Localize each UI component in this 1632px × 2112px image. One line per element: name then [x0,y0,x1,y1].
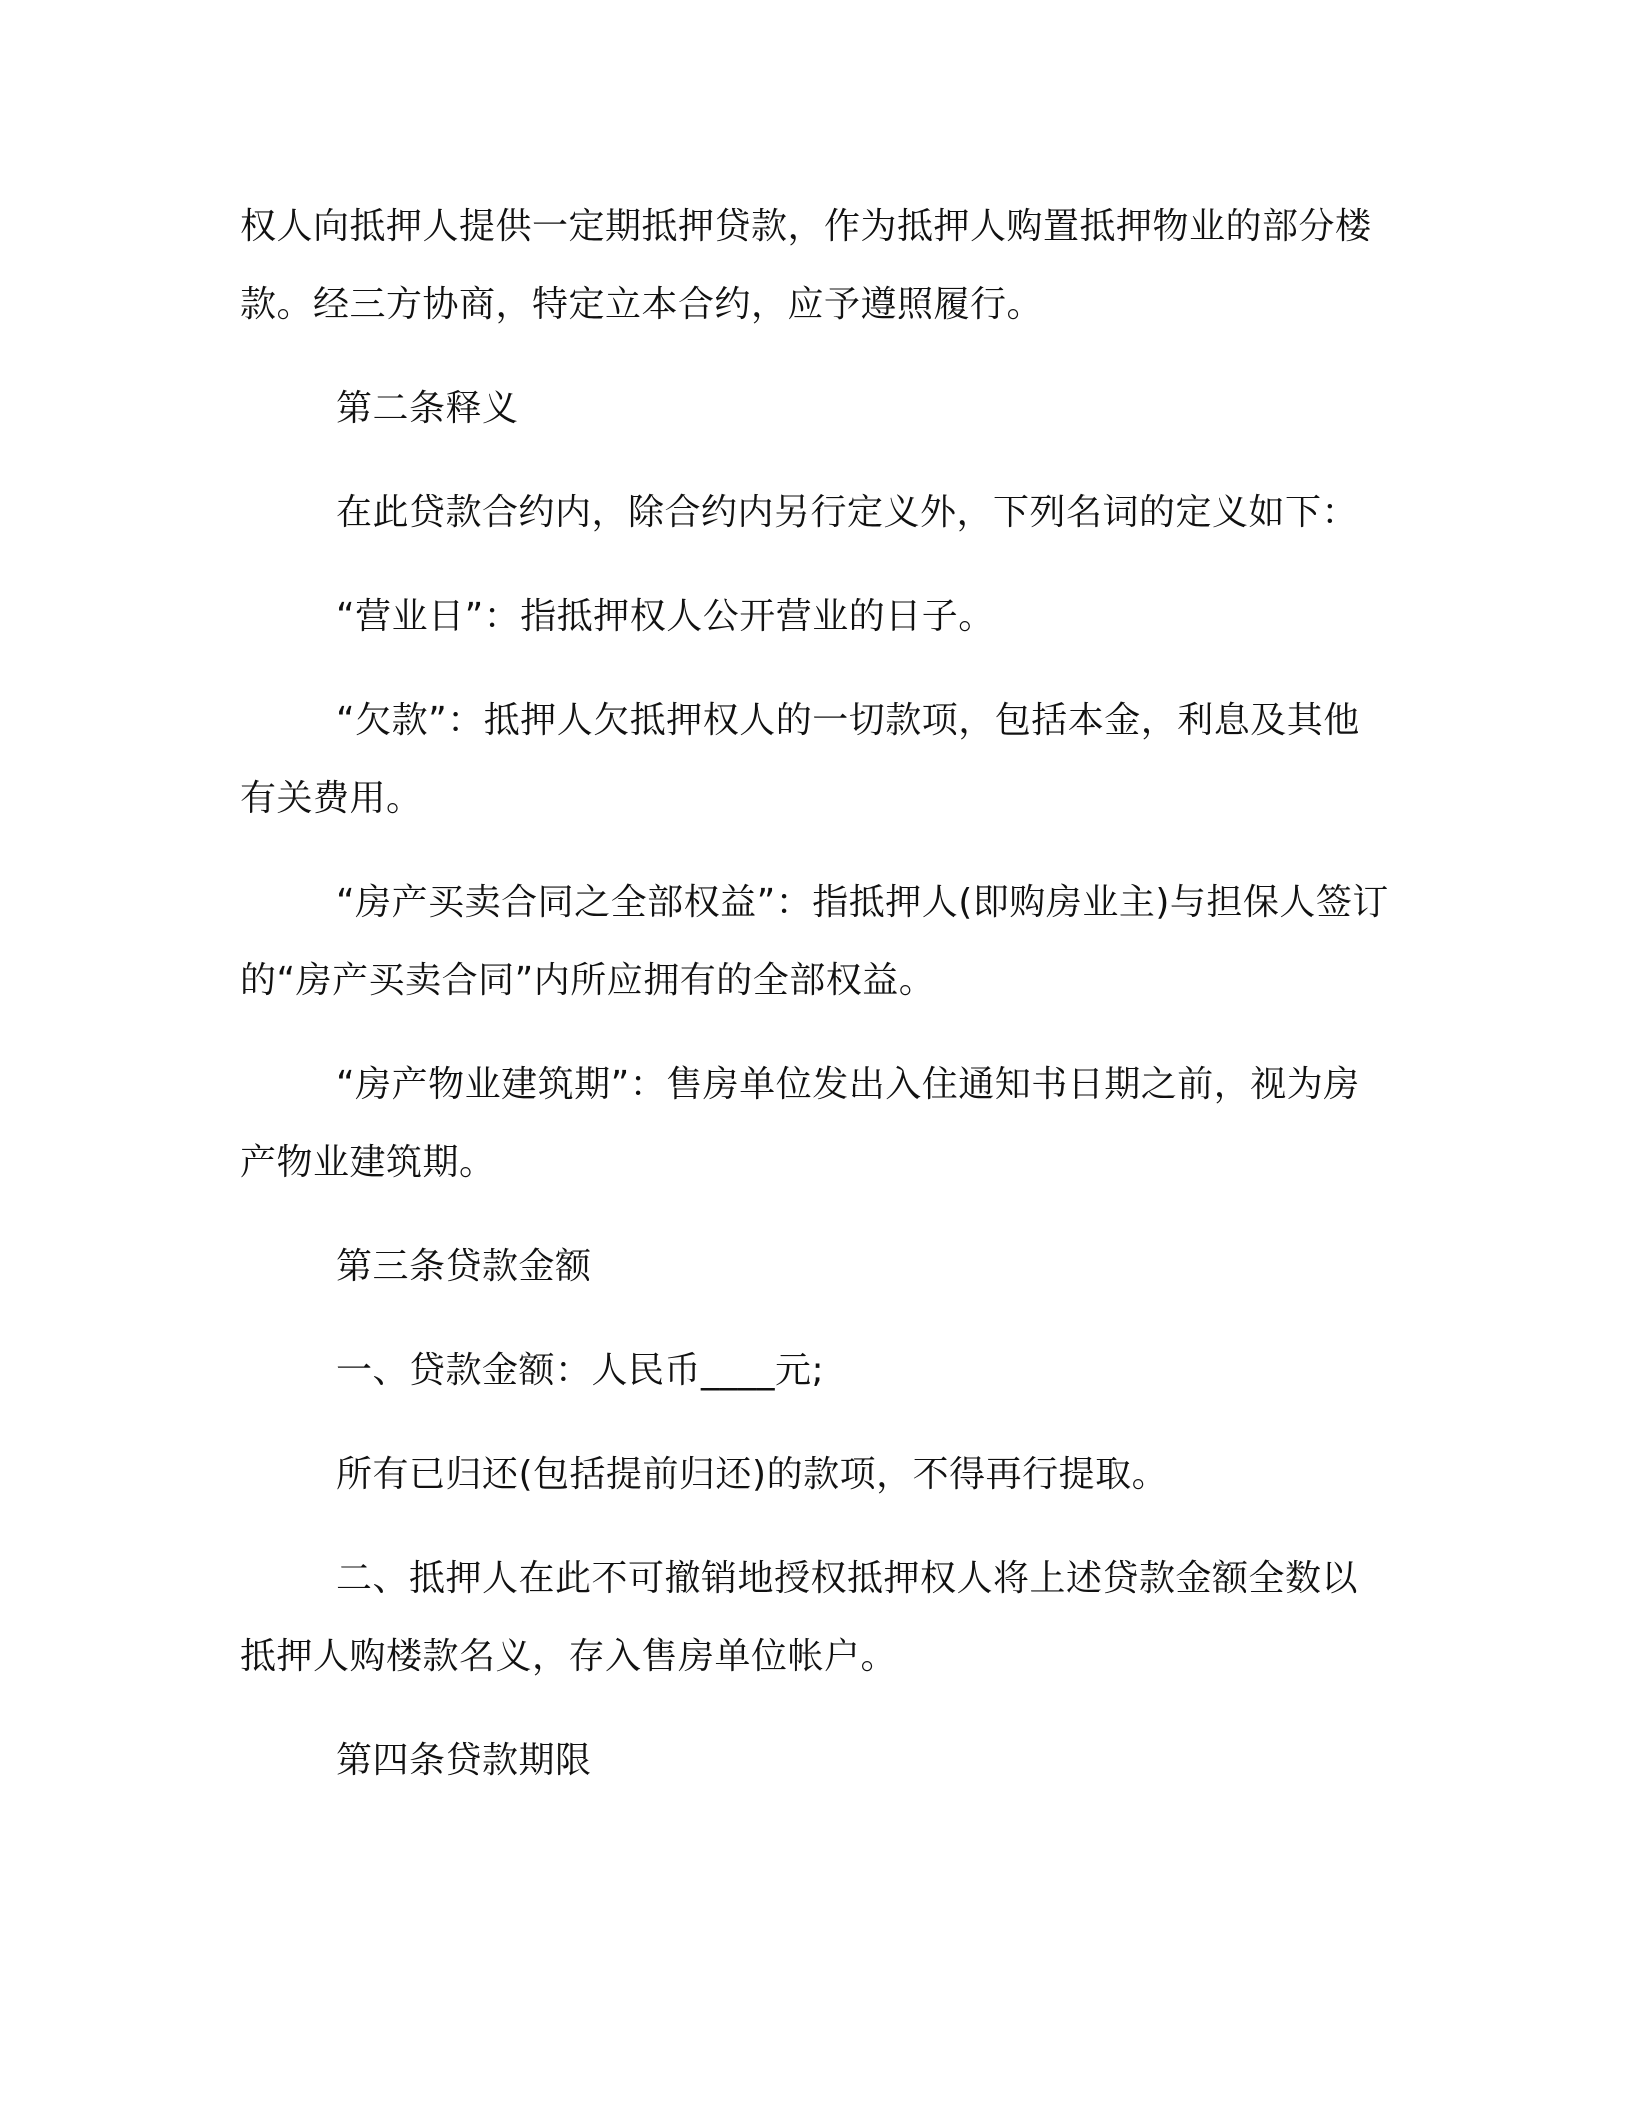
definition-construction-period: “房产物业建筑期”：售房单位发出入住通知书日期之前，视为房产物业建筑期。 [240,1064,1360,1183]
paragraph-definitions-intro: 在此贷款合约内，除合约内另行定义外，下列名词的定义如下： [336,492,1359,533]
paragraph-continuation: 权人向抵押人提供一定期抵押贷款，作为抵押人购置抵押物业的部分楼款。经三方协商，特定立本合约，应予遵照履行。 [240,206,1372,325]
authorization-clause: 二、抵押人在此不可撤销地授权抵押权人将上述贷款金额全数以抵押人购楼款名义，存入售房单位帐户。 [240,1558,1359,1677]
definition-business-day: “营业日”：指抵押权人公开营业的日子。 [336,596,995,637]
definition-sale-contract-rights: “房产买卖合同之全部权益”：指抵押人(即购房业主)与担保人签订的“房产买卖合同”内所应拥有的全部权益。 [240,882,1389,1001]
definition-arrears: “欠款”：抵押人欠抵押权人的一切款项，包括本金，利息及其他有关费用。 [240,700,1360,819]
section-heading-article-3: 第三条贷款金额 [336,1246,592,1287]
section-heading-article-2: 第二条释义 [336,388,519,429]
loan-amount-clause: 一、贷款金额：人民币____元; [336,1350,825,1391]
document-body [240,188,1390,1826]
repaid-funds-clause: 所有已归还(包括提前归还)的款项，不得再行提取。 [336,1454,1169,1495]
section-heading-article-4: 第四条贷款期限 [336,1740,592,1781]
